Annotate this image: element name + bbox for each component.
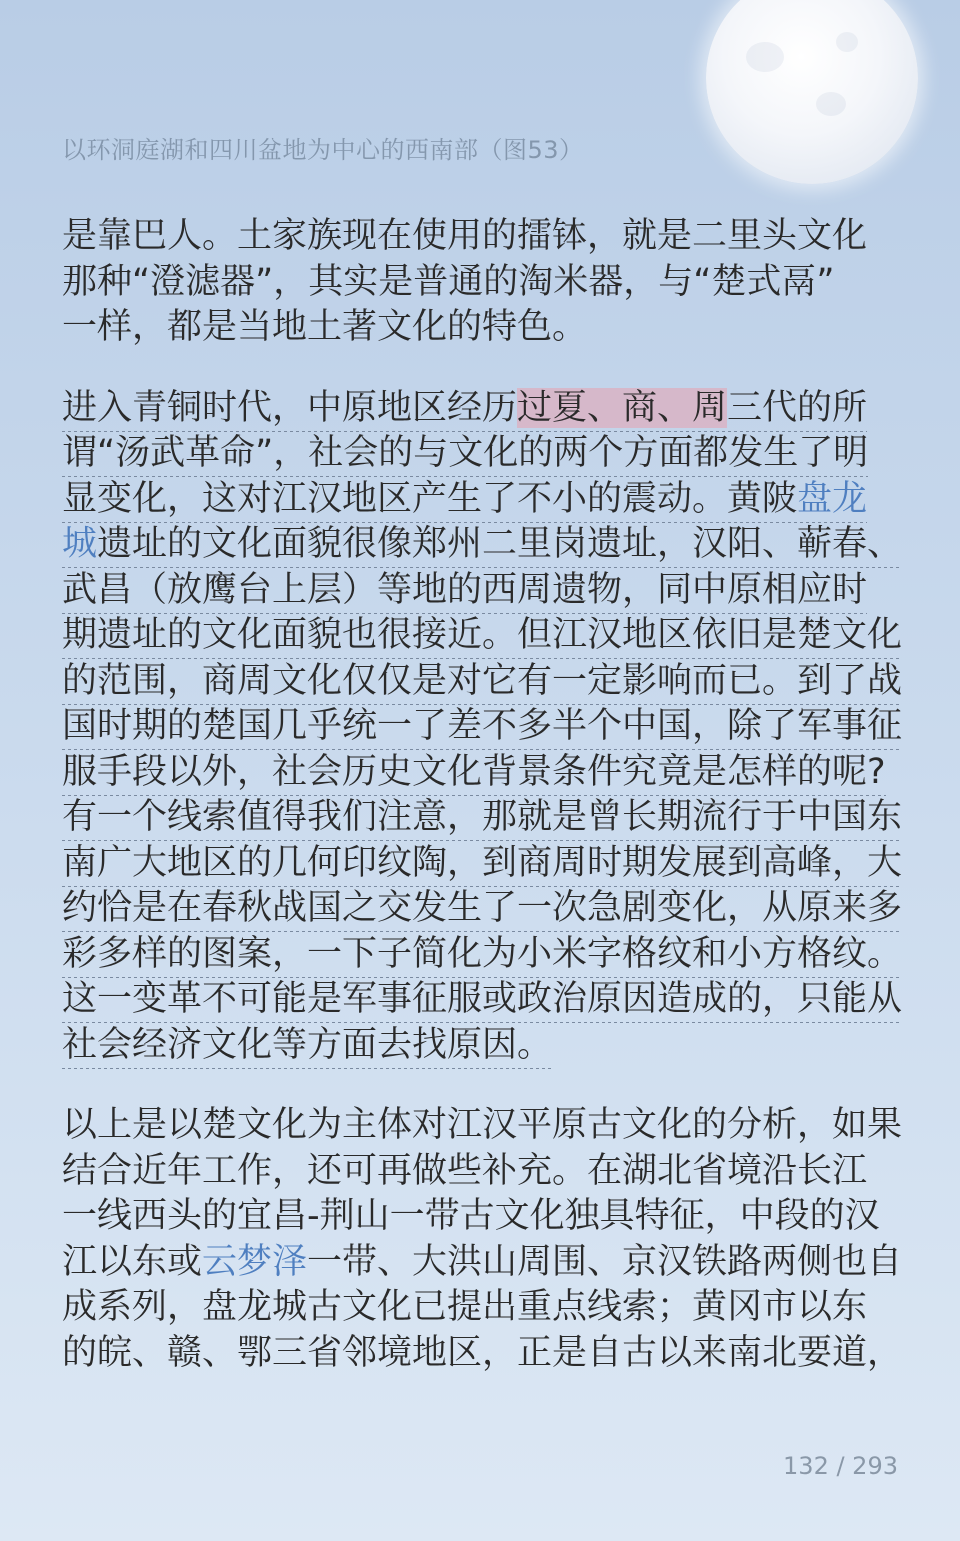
- moon-decoration: [706, 0, 918, 184]
- text-line: [62, 386, 902, 432]
- link-panlongcheng[interactable]: 盘龙: [797, 478, 868, 519]
- text-line: [62, 932, 902, 978]
- link-yunmengze[interactable]: 云梦泽: [202, 1241, 308, 1282]
- page-indicator: 132 / 293: [783, 1452, 898, 1480]
- underline-span[interactable]: 期遗址的文化面貌也很接近。但江汉地区依旧是楚文化: [62, 615, 902, 659]
- underline-span[interactable]: 彩多样的图案，一下子简化为小米字格纹和小方格纹。: [62, 934, 902, 978]
- underline-span[interactable]: 社会经济文化等方面去找原因。: [62, 1025, 552, 1069]
- text-line: 结合近年工作，还可再做些补充。在湖北省境沿长江: [62, 1150, 868, 1191]
- text-line: [62, 431, 902, 477]
- paragraph-2-underlined[interactable]: [62, 386, 902, 1069]
- text-run: 江以东或: [62, 1241, 203, 1282]
- paragraph-3: [62, 1103, 902, 1376]
- moon-crater: [836, 32, 858, 52]
- text-line: [62, 477, 902, 523]
- underline-span[interactable]: 的范围，商周文化仅仅是对它有一定影响而已。到了战: [62, 661, 902, 705]
- text-line: 以上是以楚文化为主体对江汉平原古文化的分析，如果: [62, 1105, 903, 1145]
- text-run: 三代的所: [727, 387, 868, 428]
- text-run: 显变化，这对江汉地区产生了不小的震动。黄陂: [62, 478, 798, 519]
- text-line: [62, 522, 902, 568]
- underline-span[interactable]: [62, 388, 867, 432]
- text-line: [62, 977, 902, 1023]
- text-line: [62, 1240, 902, 1286]
- text-line: [62, 886, 902, 932]
- text-line: [62, 704, 902, 750]
- text-line: 一样，都是当地土著文化的特色。: [62, 307, 588, 347]
- underline-span[interactable]: [62, 524, 902, 568]
- underline-span[interactable]: 服手段以外，社会历史文化背景条件究竟是怎样的呢?: [62, 752, 886, 796]
- underline-span[interactable]: 国时期的楚国几乎统一了差不多半个中国，除了军事征: [62, 706, 902, 750]
- text-run: 进入青铜时代，中原地区经历: [62, 387, 518, 428]
- reader-content[interactable]: [62, 214, 902, 1411]
- text-line: [62, 613, 902, 659]
- text-line: 成系列，盘龙城古文化已提出重点线索；黄冈市以东: [62, 1287, 868, 1327]
- text-line: [62, 1023, 902, 1069]
- chapter-title: 以环洞庭湖和四川盆地为中心的西南部（图53）: [62, 136, 584, 164]
- text-line: [62, 750, 902, 796]
- underline-span[interactable]: 约恰是在春秋战国之交发生了一次急剧变化，从原来多: [62, 888, 902, 932]
- underline-span[interactable]: 武昌（放鹰台上层）等地的西周遗物，同中原相应时: [62, 570, 867, 614]
- text-run: 一带、大洪山周围、京汉铁路两侧也自: [307, 1241, 903, 1282]
- underline-span[interactable]: 这一变革不可能是军事征服或政治原因造成的，只能从: [62, 979, 902, 1023]
- underline-span[interactable]: 有一个线索值得我们注意，那就是曾长期流行于中国东: [62, 797, 902, 841]
- text-line: [62, 795, 902, 841]
- text-line: [62, 568, 902, 614]
- paragraph-1: [62, 214, 902, 351]
- text-line: 的皖、赣、鄂三省邻境地区，正是自古以来南北要道，: [62, 1332, 903, 1373]
- underline-span[interactable]: 谓“汤武革命”，社会的与文化的两个方面都发生了明: [62, 433, 868, 477]
- moon-crater: [746, 42, 784, 72]
- underline-span[interactable]: [62, 479, 867, 523]
- text-line: 那种“澄滤器”，其实是普通的淘米器，与“楚式鬲”: [62, 261, 835, 302]
- text-run: 遗址的文化面貌很像郑州二里岗遗址，汉阳、蕲春、: [97, 524, 903, 564]
- text-line: [62, 841, 902, 887]
- highlight-mark[interactable]: 过夏、商、周: [517, 387, 728, 428]
- moon-crater: [816, 92, 846, 116]
- underline-span[interactable]: 南广大地区的几何印纹陶，到商周时期发展到高峰，大: [62, 843, 902, 887]
- text-line: [62, 659, 902, 705]
- link-panlongcheng-cont[interactable]: 城: [62, 524, 98, 564]
- text-line: 是靠巴人。土家族现在使用的擂钵，就是二里头文化: [62, 216, 868, 256]
- text-line: 一线西头的宜昌-荆山一带古文化独具特征，中段的汉: [62, 1196, 880, 1236]
